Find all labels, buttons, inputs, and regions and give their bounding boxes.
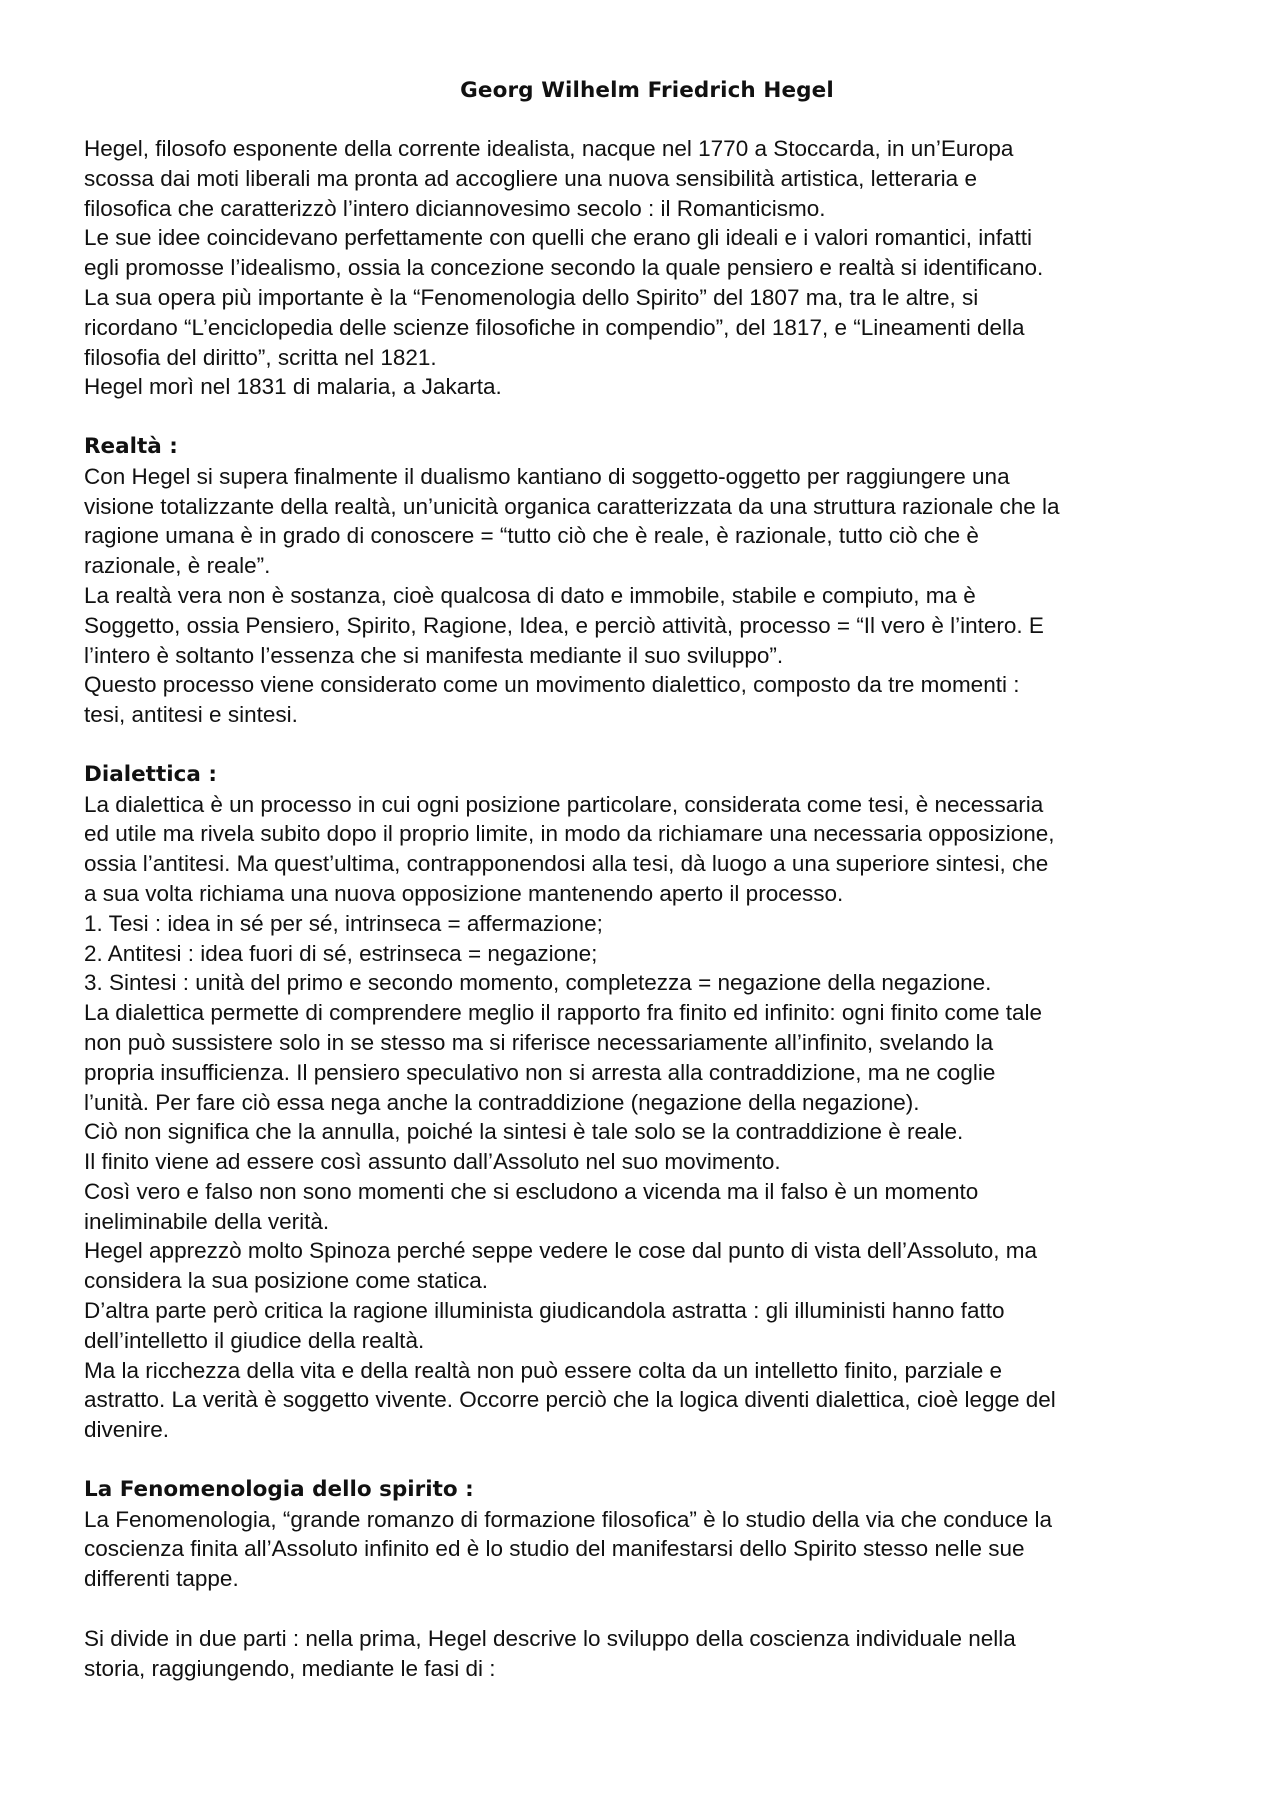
text-line: ed utile ma rivela subito dopo il proprio limite, in modo da richiamare una necessaria opposizione, <box>84 821 1055 847</box>
section-fenomenologia <box>84 1475 1210 1684</box>
text-line: non può sussistere solo in se stesso ma si riferisce necessariamente all’infinito, svelando la <box>84 1029 994 1055</box>
text-line: Le sue idee coincidevano perfettamente con quelli che erano gli ideali e i valori romantici, infatti <box>84 225 1033 251</box>
text-line: Ma la ricchezza della vita e della realtà non può essere colta da un intelletto finito, parziale e <box>84 1357 1003 1383</box>
text-line: filosofica che caratterizzò l’intero diciannovesimo secolo : il Romanticismo. <box>84 195 826 221</box>
text-line: La dialettica è un processo in cui ogni posizione particolare, considerata come tesi, è necessaria <box>84 791 1044 817</box>
section-heading: Dialettica : <box>84 761 217 787</box>
section-realta <box>84 432 1210 730</box>
text-line: scossa dai moti liberali ma pronta ad accogliere una nuova sensibilità artistica, letteraria e <box>84 165 977 191</box>
list-item: 2. Antitesi : idea fuori di sé, estrinseca = negazione; <box>84 940 598 966</box>
text-line: a sua volta richiama una nuova opposizione mantenendo aperto il processo. <box>84 880 844 906</box>
text-line: La realtà vera non è sostanza, cioè qualcosa di dato e immobile, stabile e compiuto, ma è <box>84 582 976 608</box>
text-line: Hegel apprezzò molto Spinoza perché seppe vedere le cose dal punto di vista dell’Assoluto, ma <box>84 1238 1038 1264</box>
text-line: ragione umana è in grado di conoscere = “tutto ciò che è reale, è razionale, tutto ciò che è <box>84 523 979 549</box>
section-heading: La Fenomenologia dello spirito : <box>84 1476 474 1502</box>
text-line: La dialettica permette di comprendere meglio il rapporto fra finito ed infinito: ogni finito come tale <box>84 1000 1043 1026</box>
text-line: storia, raggiungendo, mediante le fasi di : <box>84 1655 496 1681</box>
text-line: considera la sua posizione come statica. <box>84 1268 488 1294</box>
text-line: differenti tappe. <box>84 1566 239 1592</box>
text-line: Ciò non significa che la annulla, poiché la sintesi è tale solo se la contraddizione è reale. <box>84 1119 964 1145</box>
text-line: Si divide in due parti : nella prima, Hegel descrive lo sviluppo della coscienza individuale nella <box>84 1625 1016 1651</box>
text-line: egli promosse l’idealismo, ossia la concezione secondo la quale pensiero e realtà si identificano. <box>84 255 1044 281</box>
text-line: propria insufficienza. Il pensiero speculativo non si arresta alla contraddizione, ma ne coglie <box>84 1059 996 1085</box>
text-line: razionale, è reale”. <box>84 553 271 579</box>
text-line: D’altra parte però critica la ragione illuminista giudicandola astratta : gli illuministi hanno fatto <box>84 1298 1005 1324</box>
spacer <box>84 1594 1210 1624</box>
spacer <box>84 1445 1210 1475</box>
text-line: Così vero e falso non sono momenti che si escludono a vicenda ma il falso è un momento <box>84 1178 979 1204</box>
list-item: 1. Tesi : idea in sé per sé, intrinseca = affermazione; <box>84 910 603 936</box>
text-line: astratto. La verità è soggetto vivente. Occorre perciò che la logica diventi dialettica, cioè legge del <box>84 1387 1056 1413</box>
intro-section <box>84 134 1210 402</box>
text-line: Hegel, filosofo esponente della corrente idealista, nacque nel 1770 a Stoccarda, in un’Europa <box>84 136 1014 161</box>
text-line: l’intero è soltanto l’essenza che si manifesta mediante il suo sviluppo”. <box>84 642 784 668</box>
text-line: Il finito viene ad essere così assunto dall’Assoluto nel suo movimento. <box>84 1149 781 1175</box>
text-line: ineliminabile della verità. <box>84 1208 330 1234</box>
section-heading: Realtà : <box>84 433 178 459</box>
text-line: Questo processo viene considerato come un movimento dialettico, composto da tre momenti : <box>84 672 1020 698</box>
document-title: Georg Wilhelm Friedrich Hegel <box>460 78 834 103</box>
text-line: ricordano “L’enciclopedia delle scienze filosofiche in compendio”, del 1817, e “Lineamenti della <box>84 314 1025 340</box>
text-line: coscienza finita all’Assoluto infinito ed è lo studio del manifestarsi dello Spirito stesso nelle sue <box>84 1536 1025 1562</box>
text-line: Hegel morì nel 1831 di malaria, a Jakarta. <box>84 374 502 400</box>
text-line: ossia l’antitesi. Ma quest’ultima, contrapponendosi alla tesi, dà luogo a una superiore sintesi, che <box>84 851 1049 877</box>
text-line: Soggetto, ossia Pensiero, Spirito, Ragione, Idea, e perciò attività, processo = “Il vero è l’intero. E <box>84 612 1044 638</box>
text-line: visione totalizzante della realtà, un’unicità organica caratterizzata da una struttura razionale che la <box>84 493 1060 519</box>
text-line: l’unità. Per fare ciò essa nega anche la contraddizione (negazione della negazione). <box>84 1089 920 1115</box>
text-line: divenire. <box>84 1417 170 1443</box>
spacer <box>84 402 1210 432</box>
section-dialettica <box>84 760 1210 1445</box>
text-line: La Fenomenologia, “grande romanzo di formazione filosofica” è lo studio della via che conduce la <box>84 1506 1053 1532</box>
text-line: Con Hegel si supera finalmente il dualismo kantiano di soggetto-oggetto per raggiungere una <box>84 463 1010 489</box>
spacer <box>84 730 1210 760</box>
text-line: dell’intelletto il giudice della realtà. <box>84 1327 425 1353</box>
text-line: filosofia del diritto”, scritta nel 1821. <box>84 344 437 370</box>
text-line: tesi, antitesi e sintesi. <box>84 702 298 728</box>
list-item: 3. Sintesi : unità del primo e secondo momento, completezza = negazione della negazione. <box>84 970 992 996</box>
text-line: La sua opera più importante è la “Fenomenologia dello Spirito” del 1807 ma, tra le altre, si <box>84 284 979 310</box>
